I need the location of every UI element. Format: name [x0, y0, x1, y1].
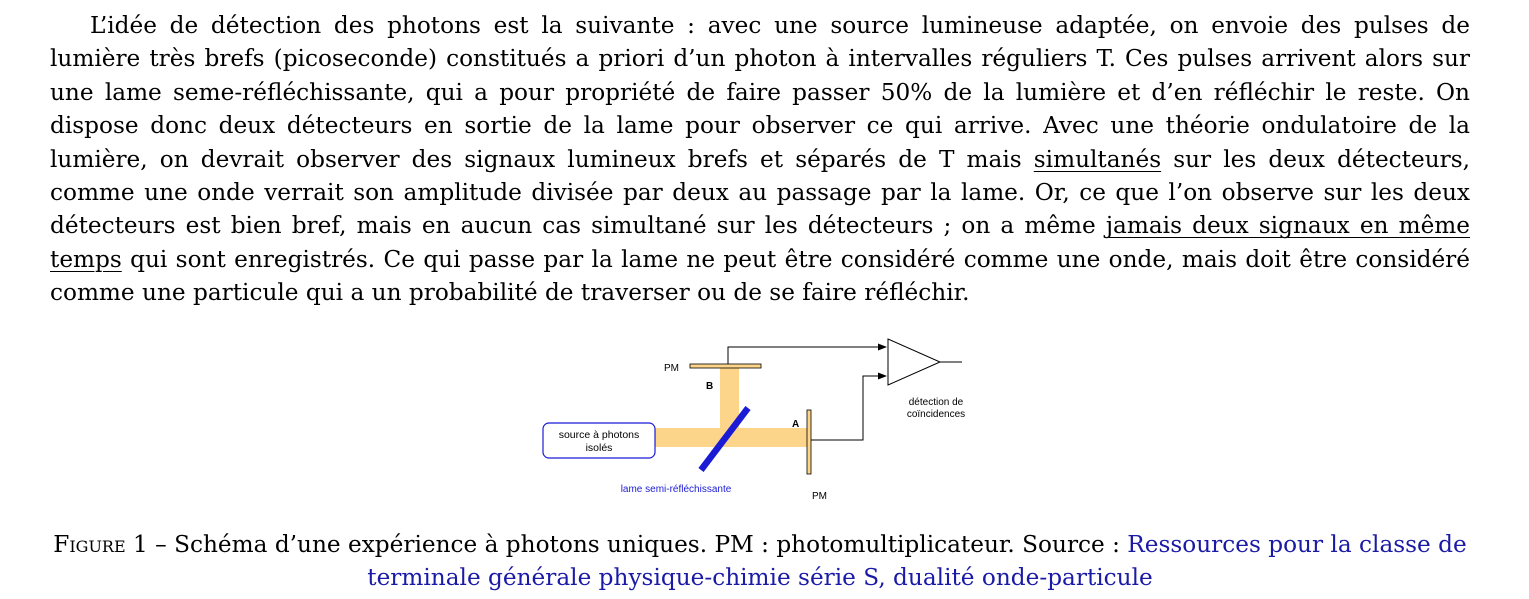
experiment-diagram — [540, 335, 980, 505]
caption-source-link[interactable]: Ressources pour la classe de terminale générale physique-chimie série S, dualité onde-particule — [367, 531, 1467, 591]
paragraph-part-3: qui sont enregistrés. Ce qui passe par la lame ne peut être considéré comme une onde, mais doit être considéré comme une particule qui a un probabilité de traverser ou de se faire réfléchir. — [50, 245, 1470, 307]
arrow-from-a — [878, 373, 887, 380]
detector-b-label: B — [706, 381, 714, 392]
arrow-from-b — [878, 344, 887, 351]
detection-label-line-1: détection de — [908, 397, 964, 408]
pm-right-label: PM — [812, 491, 827, 502]
body-paragraph — [50, 9, 1470, 310]
coincidence-detector-triangle — [888, 339, 940, 385]
top-photomultiplier-plate — [690, 364, 761, 368]
right-photomultiplier-plate — [807, 410, 811, 474]
source-label-line-2: isolés — [585, 442, 613, 454]
pm-top-label: PM — [664, 363, 679, 374]
caption-text: Schéma d’une expérience à photons uniques. PM : photomultiplicateur. Source : — [174, 531, 1128, 558]
wire-from-b — [728, 347, 885, 364]
figure-caption — [50, 528, 1470, 594]
source-label-line-1: source à photons — [558, 429, 640, 441]
detector-a-label: A — [792, 419, 800, 430]
paragraph-part-1: L’idée de détection des photons est la suivante : avec une source lumineuse adaptée, on envoie des pulses de lumière très brefs (picoseconde) constitués a priori d’un photon à intervalles réguliers T. Ces pulses arrivent alors sur une lame seme-réfléchissante, qui a pour propriété de faire passer 50% de la lumière et d’en réfléchir le reste. On dispose donc deux détecteurs en sortie de la lame pour observer ce qui arrive. Avec une théorie ondulatoire de la lumière, on devrait observer des signaux lumineux brefs et séparés de T mais — [50, 12, 1470, 173]
paragraph-part-2: sur les deux détecteurs, comme une onde verrait son amplitude divisée par deux au passage par la lame. Or, ce que l’on observe sur les deux détecteurs est bien bref, mais en aucun cas simultané sur les détecteurs ; on a même — [50, 145, 1470, 240]
caption-separator: – — [147, 531, 175, 558]
diagram-svg — [540, 335, 980, 505]
mirror-label: lame semi-réfléchissante — [620, 484, 732, 495]
caption-figure-label: Figure 1 — [53, 531, 148, 558]
underlined-jamais-deux-signaux: jamais deux signaux en même temps — [50, 212, 1470, 273]
wire-from-a — [811, 376, 885, 440]
detection-label-line-2: coïncidences — [906, 409, 966, 420]
underlined-simultanes: simultanés — [1033, 145, 1162, 173]
